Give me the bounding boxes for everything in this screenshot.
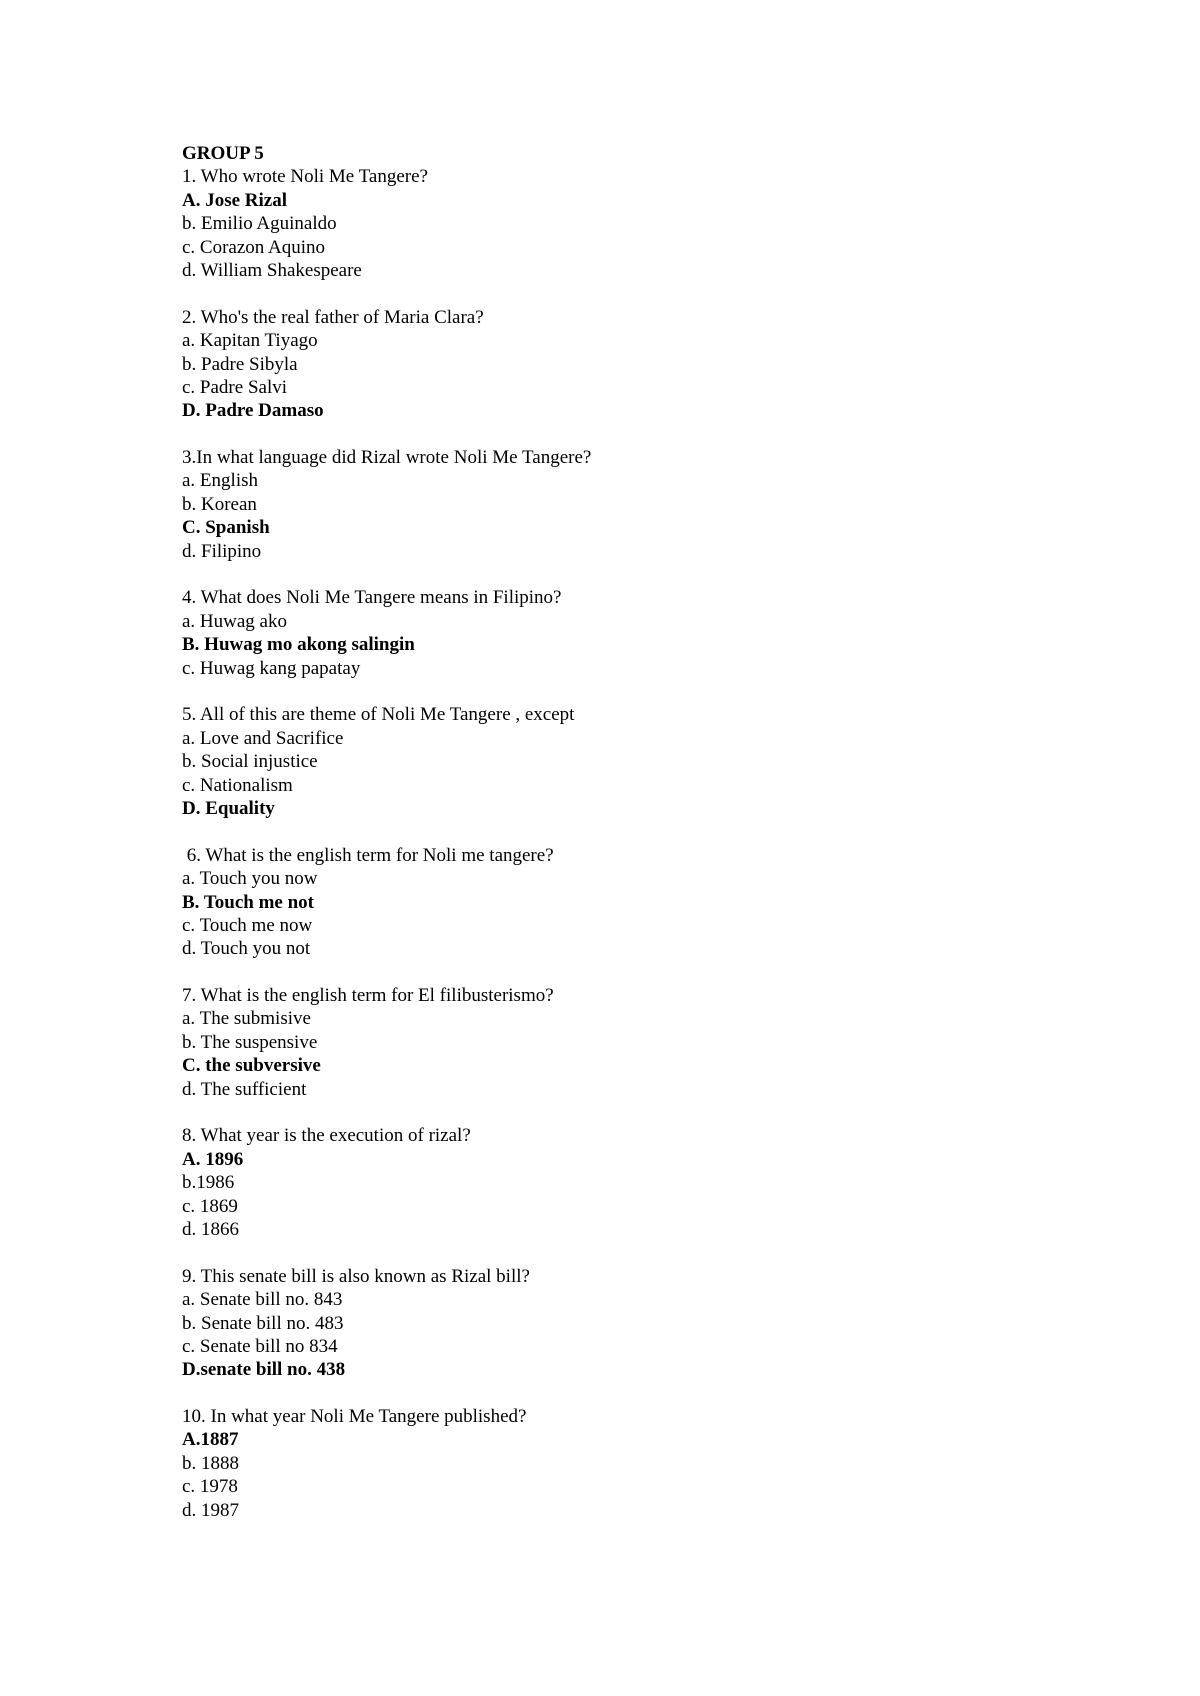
question-prompt: 9. This senate bill is also known as Rizal bill? bbox=[182, 1265, 530, 1287]
correct-answer-option: D. Padre Damaso bbox=[182, 400, 324, 422]
answer-option: c. 1869 bbox=[182, 1195, 238, 1217]
answer-option: d. William Shakespeare bbox=[182, 259, 362, 281]
answer-option: d. 1987 bbox=[182, 1499, 239, 1521]
answer-option: a. Huwag ako bbox=[182, 610, 287, 632]
answer-option: a. English bbox=[182, 470, 258, 492]
answer-option: a. Touch you now bbox=[182, 868, 318, 890]
correct-answer-option: A. 1896 bbox=[182, 1148, 244, 1170]
answer-option: a. Love and Sacrifice bbox=[182, 727, 344, 749]
answer-option: c. Senate bill no 834 bbox=[182, 1335, 338, 1357]
answer-option: d. 1866 bbox=[182, 1218, 239, 1240]
question-8 bbox=[182, 1124, 1082, 1241]
answer-option: b. Padre Sibyla bbox=[182, 353, 298, 375]
quiz-document bbox=[182, 142, 1082, 1545]
answer-option: a. The submisive bbox=[182, 1008, 311, 1030]
question-1 bbox=[182, 165, 1082, 282]
answer-option: b. Korean bbox=[182, 493, 257, 515]
question-prompt: 10. In what year Noli Me Tangere published? bbox=[182, 1406, 527, 1428]
question-prompt: 8. What year is the execution of rizal? bbox=[182, 1125, 471, 1147]
correct-answer-option: C. Spanish bbox=[182, 517, 270, 539]
question-prompt: 3.In what language did Rizal wrote Noli Me Tangere? bbox=[182, 447, 592, 469]
question-4 bbox=[182, 586, 1082, 680]
answer-option: a. Kapitan Tiyago bbox=[182, 330, 318, 352]
question-list bbox=[182, 165, 1082, 1522]
answer-option: c. Corazon Aquino bbox=[182, 236, 326, 258]
correct-answer-option: C. the subversive bbox=[182, 1055, 321, 1077]
question-3 bbox=[182, 446, 1082, 563]
correct-answer-option: B. Huwag mo akong salingin bbox=[182, 634, 415, 656]
question-prompt: 2. Who's the real father of Maria Clara? bbox=[182, 306, 484, 328]
correct-answer-option: D.senate bill no. 438 bbox=[182, 1359, 346, 1381]
question-prompt: 7. What is the english term for El filibusterismo? bbox=[182, 985, 554, 1007]
answer-option: a. Senate bill no. 843 bbox=[182, 1289, 343, 1311]
question-9 bbox=[182, 1265, 1082, 1382]
answer-option: b. Social injustice bbox=[182, 751, 318, 773]
question-7 bbox=[182, 984, 1082, 1101]
correct-answer-option: B. Touch me not bbox=[182, 891, 314, 913]
answer-option: c. Touch me now bbox=[182, 914, 313, 936]
question-prompt: 1. Who wrote Noli Me Tangere? bbox=[182, 166, 428, 188]
question-2 bbox=[182, 306, 1082, 423]
question-prompt: 5. All of this are theme of Noli Me Tangere , except bbox=[182, 704, 575, 726]
answer-option: b. Senate bill no. 483 bbox=[182, 1312, 344, 1334]
document-title: GROUP 5 bbox=[182, 143, 264, 164]
question-6 bbox=[182, 844, 1082, 961]
answer-option: b.1986 bbox=[182, 1172, 235, 1194]
question-10 bbox=[182, 1405, 1082, 1522]
answer-option: c. Huwag kang papatay bbox=[182, 657, 361, 679]
answer-option: c. Padre Salvi bbox=[182, 376, 288, 398]
correct-answer-option: D. Equality bbox=[182, 797, 275, 819]
answer-option: b. The suspensive bbox=[182, 1031, 318, 1053]
question-5 bbox=[182, 703, 1082, 820]
answer-option: d. The sufficient bbox=[182, 1078, 307, 1100]
answer-option: d. Touch you not bbox=[182, 938, 311, 960]
answer-option: b. 1888 bbox=[182, 1452, 239, 1474]
correct-answer-option: A.1887 bbox=[182, 1429, 239, 1451]
answer-option: b. Emilio Aguinaldo bbox=[182, 213, 337, 235]
question-prompt: 6. What is the english term for Noli me tangere? bbox=[182, 844, 554, 866]
answer-option: d. Filipino bbox=[182, 540, 262, 562]
correct-answer-option: A. Jose Rizal bbox=[182, 189, 288, 211]
answer-option: c. Nationalism bbox=[182, 774, 293, 796]
question-prompt: 4. What does Noli Me Tangere means in Filipino? bbox=[182, 587, 562, 609]
answer-option: c. 1978 bbox=[182, 1476, 238, 1498]
